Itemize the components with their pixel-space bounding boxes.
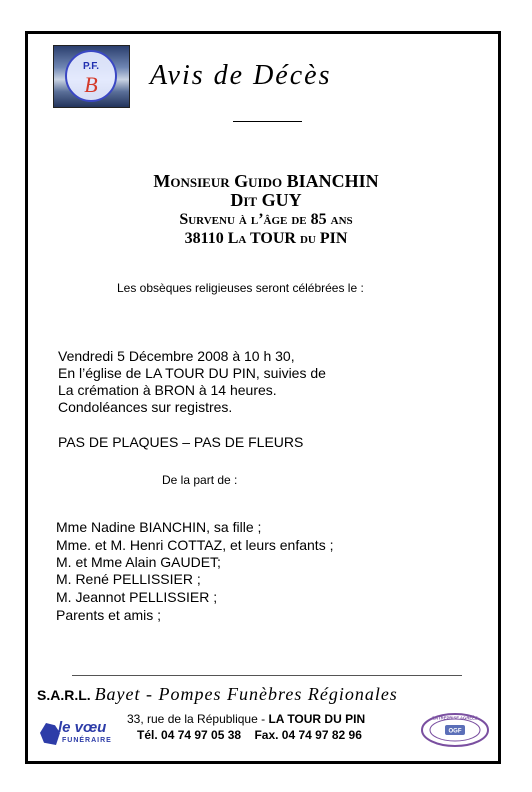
levoeu-logo-text: le vœu: [58, 719, 107, 736]
deceased-city: 38110 La TOUR du PIN: [184, 230, 348, 247]
family-member: Mme. et M. Henri COTTAZ, et leurs enfants ;: [56, 537, 334, 553]
seal-top-text: ENTREPRISE AGRÉÉE: [432, 715, 478, 721]
title-divider: [233, 121, 302, 122]
company-prefix: S.A.R.L.: [37, 687, 91, 703]
levoeu-logo-subtext: FUNÉRAIRE: [62, 737, 112, 744]
tel-label: Tél.: [137, 728, 158, 742]
deceased-age: Survenu à l’âge de 85 ans: [179, 211, 353, 228]
approved-company-seal: [420, 712, 490, 748]
pf-logo: [53, 45, 130, 108]
ceremony-line: Vendredi 5 Décembre 2008 à 10 h 30,: [58, 348, 295, 364]
company-phones: [137, 728, 362, 742]
from-label: De la part de :: [162, 473, 238, 487]
address-city: LA TOUR DU PIN: [268, 712, 366, 726]
page-title: Avis de Décès: [150, 60, 332, 91]
family-member: M. René PELLISSIER ;: [56, 571, 201, 587]
pf-logo-initials: P.F.: [83, 61, 99, 72]
ceremony-line: Condoléances sur registres.: [58, 399, 233, 415]
ceremony-notice: PAS DE PLAQUES – PAS DE FLEURS: [58, 434, 304, 450]
levoeu-logo: [40, 719, 116, 749]
ceremony-line: La crémation à BRON à 14 heures.: [58, 382, 277, 398]
family-member: Parents et amis ;: [56, 607, 162, 623]
france-map-icon: [40, 723, 60, 745]
address-street: 33, rue de la République -: [127, 712, 266, 726]
footer-divider: [72, 675, 462, 676]
deceased-name: Monsieur Guido BIANCHIN: [153, 171, 379, 191]
seal-center-text: OGF: [448, 728, 462, 735]
family-member: M. et Mme Alain GAUDET;: [56, 554, 221, 570]
company-name: [37, 684, 398, 705]
fax-value: 04 74 97 82 96: [281, 728, 362, 742]
ceremony-intro: Les obsèques religieuses seront célébrées le :: [117, 281, 364, 295]
ceremony-line: En l’église de LA TOUR DU PIN, suivies de: [58, 365, 326, 381]
fax-label: Fax.: [254, 728, 279, 742]
family-member: Mme Nadine BIANCHIN, sa fille ;: [56, 519, 262, 535]
family-member: M. Jeannot PELLISSIER ;: [56, 589, 218, 605]
pf-logo-letter: B: [84, 72, 98, 97]
company-script-name: Bayet - Pompes Funèbres Régionales: [94, 684, 398, 704]
pf-logo-circle: [65, 50, 117, 102]
company-address: [127, 712, 365, 726]
deceased-nickname: Dit GUY: [230, 190, 302, 210]
tel-value: 04 74 97 05 38: [161, 728, 242, 742]
